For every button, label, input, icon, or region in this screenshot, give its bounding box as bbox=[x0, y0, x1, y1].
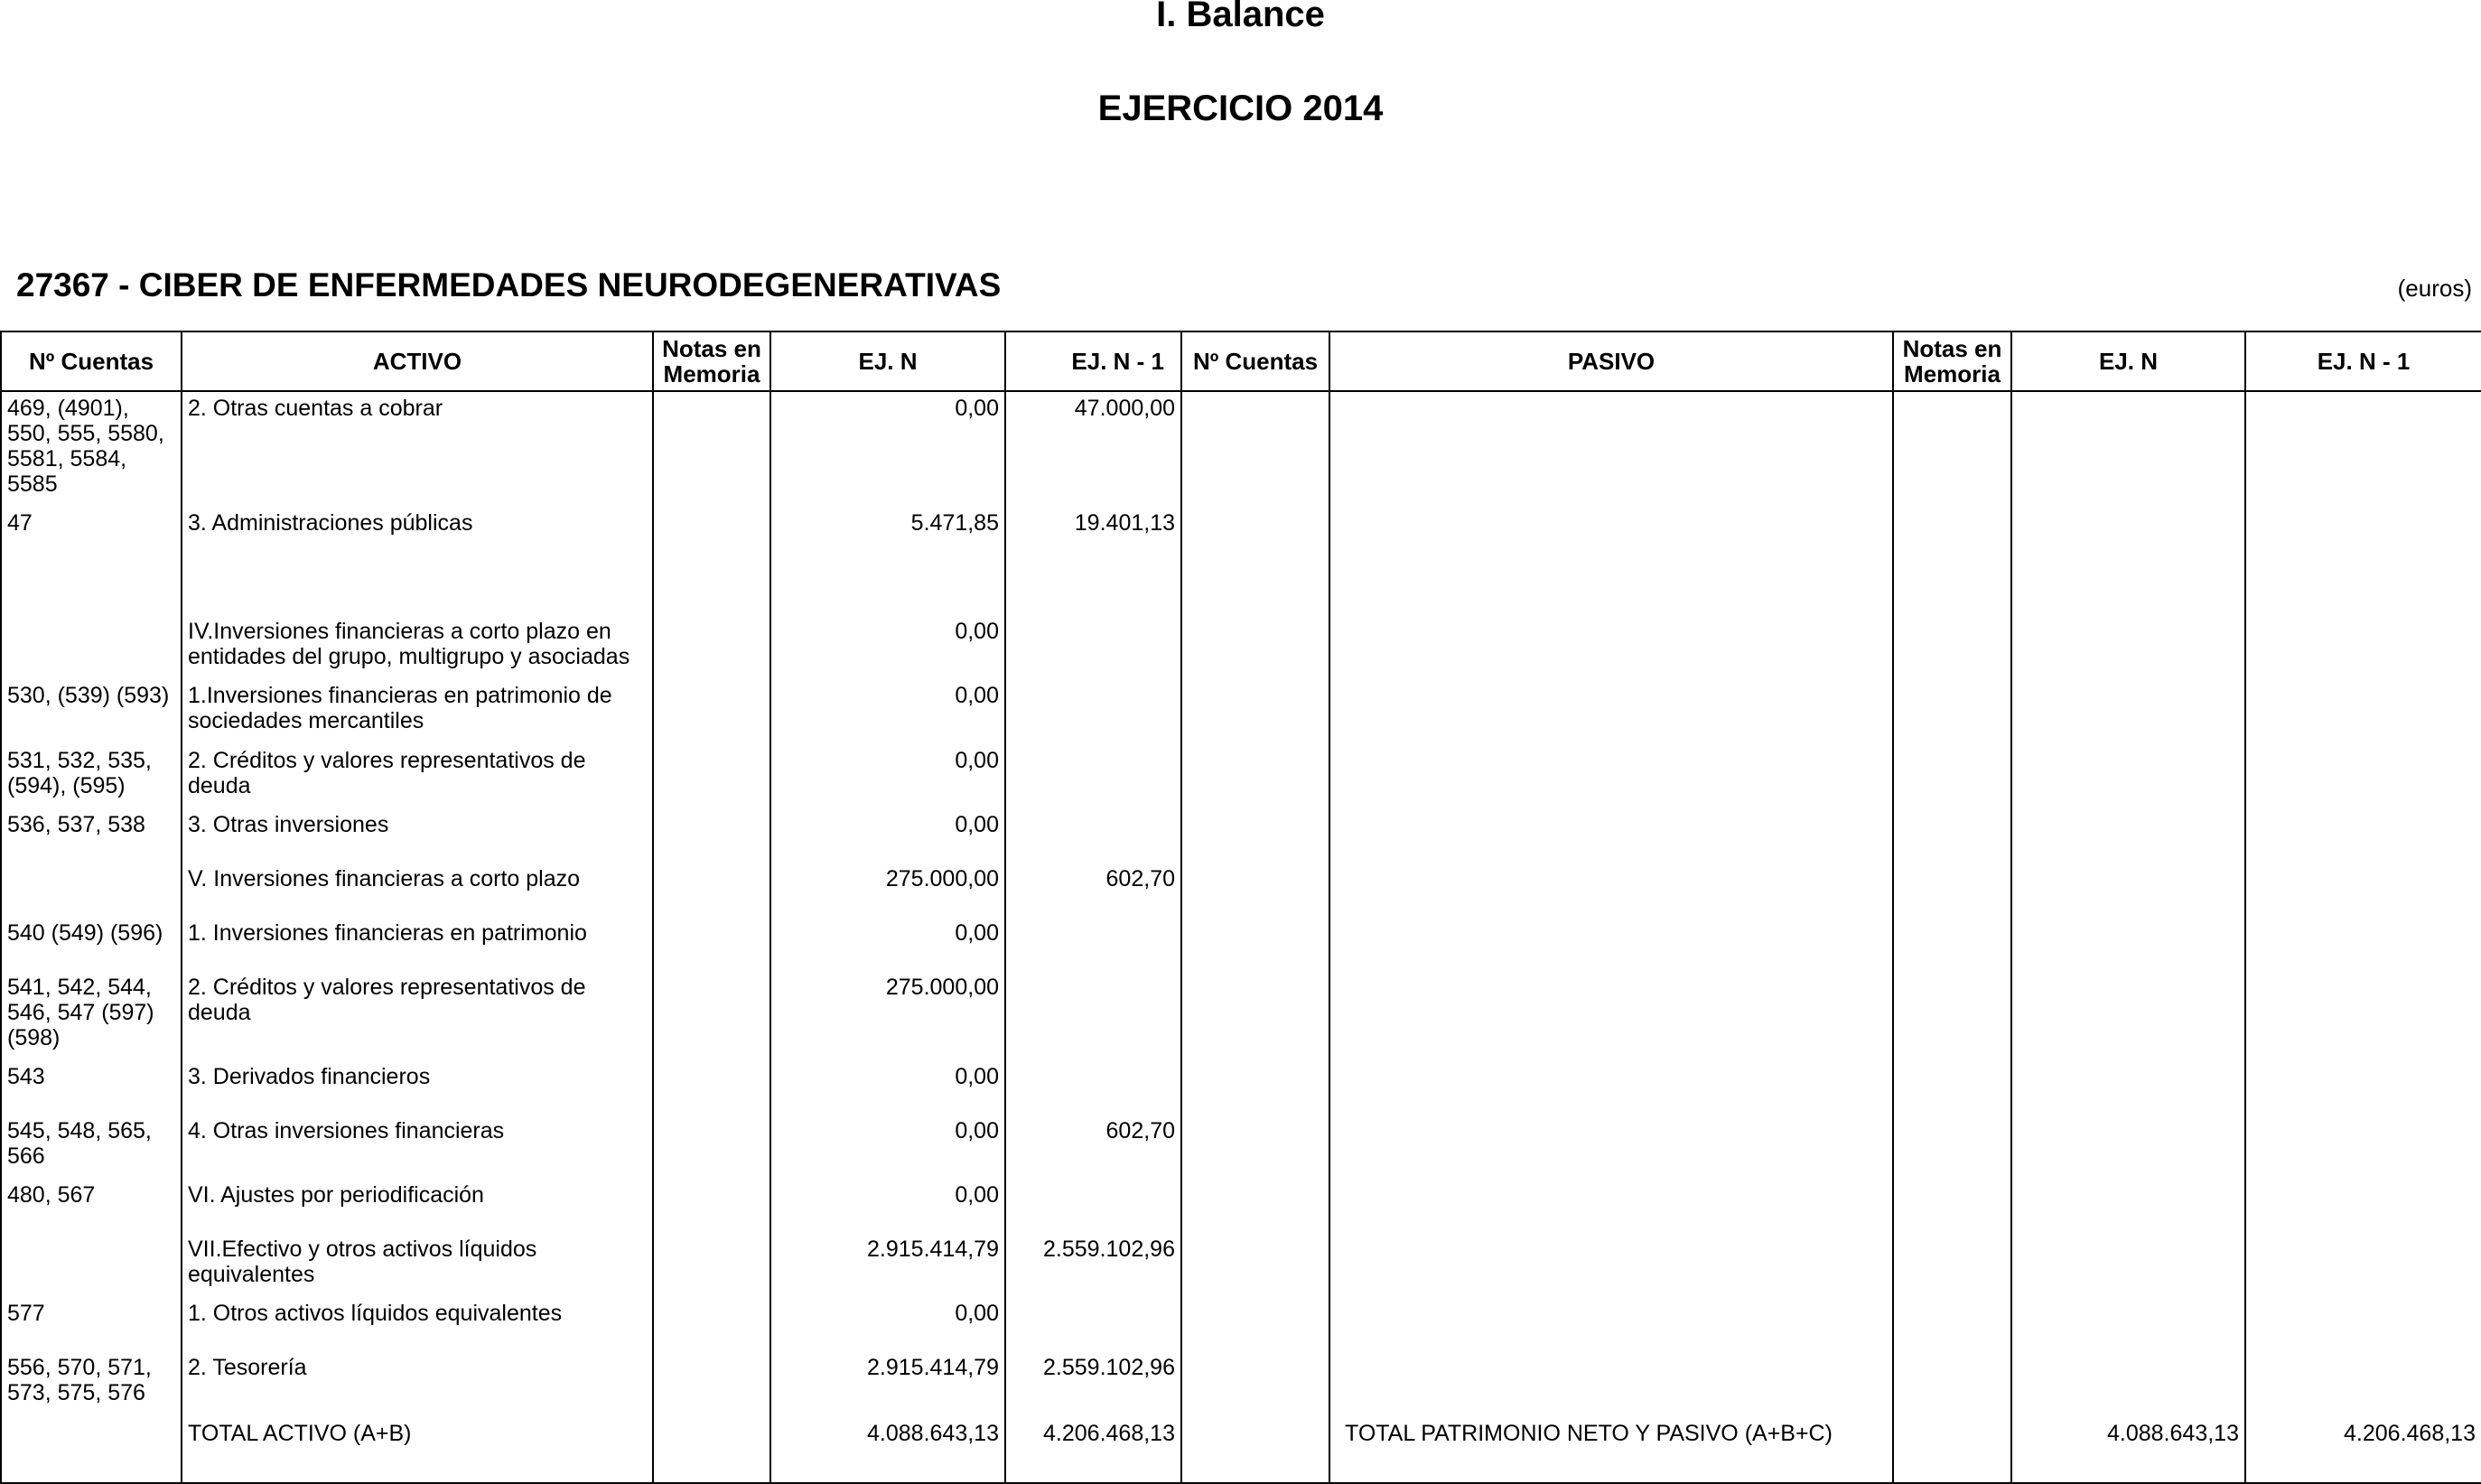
entity-name: 27367 - CIBER DE ENFERMEDADES NEURODEGENERATIVAS bbox=[16, 266, 1002, 303]
total-activo-label: TOTAL ACTIVO (A+B) bbox=[182, 1417, 653, 1483]
cell-ejn: 0,00 bbox=[770, 679, 1005, 744]
cell-ejn1 bbox=[1005, 1179, 1181, 1233]
col-header-cuentas-pasivo: Nº Cuentas bbox=[1181, 331, 1329, 391]
col-header-activo: ACTIVO bbox=[182, 331, 653, 391]
cell-empty bbox=[1181, 971, 1329, 1060]
cell-activo: 2. Créditos y valores representativos de deuda bbox=[182, 971, 653, 1060]
balance-table bbox=[0, 331, 2481, 1484]
cell-activo: VI. Ajustes por periodificación bbox=[182, 1179, 653, 1233]
cell-empty bbox=[2245, 1233, 2481, 1297]
cell-empty bbox=[2245, 917, 2481, 971]
cell-ejn: 2.915.414,79 bbox=[770, 1351, 1005, 1417]
cell-ejn1 bbox=[1005, 917, 1181, 971]
total-activo-ejn1: 4.206.468,13 bbox=[1005, 1417, 1181, 1483]
table-header-row bbox=[1, 331, 2481, 391]
cell-empty bbox=[2011, 1351, 2245, 1417]
cell-notas bbox=[653, 744, 770, 808]
cell-activo: 4. Otras inversiones financieras bbox=[182, 1115, 653, 1179]
cell-empty bbox=[2011, 391, 2245, 507]
cell-notas bbox=[653, 808, 770, 863]
cell-activo: 3. Otras inversiones bbox=[182, 808, 653, 863]
cell-empty bbox=[1893, 1060, 2011, 1115]
cell-empty bbox=[1893, 1115, 2011, 1179]
cell-activo: 2. Tesorería bbox=[182, 1351, 653, 1417]
cell-cuentas: 531, 532, 535, (594), (595) bbox=[1, 744, 182, 808]
table-row bbox=[1, 971, 2481, 1060]
cell-ejn1 bbox=[1005, 1297, 1181, 1351]
cell-ejn: 0,00 bbox=[770, 1115, 1005, 1179]
cell-empty bbox=[2011, 1115, 2245, 1179]
cell-cuentas bbox=[1, 615, 182, 679]
cell-ejn1: 602,70 bbox=[1005, 863, 1181, 917]
cell-ejn1: 2.559.102,96 bbox=[1005, 1233, 1181, 1297]
cell-activo: IV.Inversiones financieras a corto plazo en entidades del grupo, multigrupo y asociadas bbox=[182, 615, 653, 679]
cell-empty bbox=[2245, 744, 2481, 808]
cell-empty bbox=[1181, 1115, 1329, 1179]
cell-ejn: 0,00 bbox=[770, 917, 1005, 971]
cell-empty bbox=[1893, 971, 2011, 1060]
table-row bbox=[1, 1351, 2481, 1417]
cell-empty bbox=[2011, 615, 2245, 679]
cell-empty bbox=[2245, 863, 2481, 917]
cell-cuentas: 469, (4901), 550, 555, 5580, 5581, 5584, 5585 bbox=[1, 391, 182, 507]
cell-notas bbox=[653, 917, 770, 971]
cell-cuentas: 540 (549) (596) bbox=[1, 917, 182, 971]
cell-ejn: 0,00 bbox=[770, 391, 1005, 507]
col-header-pasivo: PASIVO bbox=[1329, 331, 1893, 391]
total-pasivo-ejn: 4.088.643,13 bbox=[2011, 1417, 2245, 1483]
table-row bbox=[1, 917, 2481, 971]
cell-cuentas: 480, 567 bbox=[1, 1179, 182, 1233]
cell-empty bbox=[2011, 679, 2245, 744]
cell-notas bbox=[653, 1179, 770, 1233]
cell-empty bbox=[2245, 1179, 2481, 1233]
cell-ejn1 bbox=[1005, 1060, 1181, 1115]
cell-notas bbox=[653, 971, 770, 1060]
cell-activo: 3. Administraciones públicas bbox=[182, 507, 653, 615]
cell-empty bbox=[1893, 863, 2011, 917]
cell-empty bbox=[1181, 1233, 1329, 1297]
cell-ejn1 bbox=[1005, 744, 1181, 808]
cell-cuentas: 545, 548, 565, 566 bbox=[1, 1115, 182, 1179]
cell-empty bbox=[1893, 1297, 2011, 1351]
cell-empty bbox=[1181, 615, 1329, 679]
cell-empty bbox=[1329, 507, 1893, 615]
table-row bbox=[1, 615, 2481, 679]
cell-activo: 2. Créditos y valores representativos de deuda bbox=[182, 744, 653, 808]
cell-empty bbox=[2245, 1115, 2481, 1179]
cell-empty bbox=[1181, 744, 1329, 808]
col-header-ejn1: EJ. N - 1 bbox=[1005, 331, 1181, 391]
cell-empty bbox=[1893, 679, 2011, 744]
cell-empty bbox=[1181, 863, 1329, 917]
cell-empty bbox=[1329, 1060, 1893, 1115]
cell-ejn: 275.000,00 bbox=[770, 971, 1005, 1060]
cell-notas bbox=[653, 1115, 770, 1179]
cell-empty bbox=[1181, 507, 1329, 615]
cell-ejn1 bbox=[1005, 971, 1181, 1060]
cell-empty bbox=[1, 1417, 182, 1483]
cell-ejn: 2.915.414,79 bbox=[770, 1233, 1005, 1297]
cell-empty bbox=[1893, 1179, 2011, 1233]
cell-ejn1 bbox=[1005, 615, 1181, 679]
cell-activo: VII.Efectivo y otros activos líquidos equivalentes bbox=[182, 1233, 653, 1297]
cell-ejn1: 47.000,00 bbox=[1005, 391, 1181, 507]
table-row bbox=[1, 1233, 2481, 1297]
cell-empty bbox=[2011, 1233, 2245, 1297]
cell-empty bbox=[1181, 917, 1329, 971]
cell-empty bbox=[1329, 1179, 1893, 1233]
total-activo-ejn: 4.088.643,13 bbox=[770, 1417, 1005, 1483]
report-subtitle: EJERCICIO 2014 bbox=[1097, 89, 1384, 128]
cell-ejn1: 602,70 bbox=[1005, 1115, 1181, 1179]
cell-ejn: 0,00 bbox=[770, 615, 1005, 679]
cell-empty bbox=[2011, 971, 2245, 1060]
table-row bbox=[1, 863, 2481, 917]
cell-empty bbox=[2011, 744, 2245, 808]
cell-notas bbox=[653, 1297, 770, 1351]
cell-notas bbox=[653, 391, 770, 507]
cell-empty bbox=[1893, 507, 2011, 615]
col-header-ejn1-pasivo: EJ. N - 1 bbox=[2245, 331, 2481, 391]
cell-activo: 3. Derivados financieros bbox=[182, 1060, 653, 1115]
cell-cuentas: 530, (539) (593) bbox=[1, 679, 182, 744]
cell-empty bbox=[1329, 615, 1893, 679]
report-title: I. Balance bbox=[1156, 0, 1325, 34]
cell-empty bbox=[1329, 917, 1893, 971]
cell-empty bbox=[1329, 971, 1893, 1060]
cell-notas bbox=[653, 615, 770, 679]
cell-empty bbox=[2245, 679, 2481, 744]
col-header-notas-pasivo: Notas en Memoria bbox=[1893, 331, 2011, 391]
cell-activo: 2. Otras cuentas a cobrar bbox=[182, 391, 653, 507]
cell-ejn: 0,00 bbox=[770, 1060, 1005, 1115]
cell-ejn: 0,00 bbox=[770, 744, 1005, 808]
cell-empty bbox=[1893, 1417, 2011, 1483]
cell-cuentas: 556, 570, 571, 573, 575, 576 bbox=[1, 1351, 182, 1417]
cell-empty bbox=[2245, 507, 2481, 615]
cell-empty bbox=[1893, 1233, 2011, 1297]
table-row bbox=[1, 1115, 2481, 1179]
cell-empty bbox=[1181, 1060, 1329, 1115]
cell-ejn: 0,00 bbox=[770, 1297, 1005, 1351]
cell-cuentas: 577 bbox=[1, 1297, 182, 1351]
cell-empty bbox=[2245, 971, 2481, 1060]
cell-empty bbox=[1893, 615, 2011, 679]
total-pasivo-label: TOTAL PATRIMONIO NETO Y PASIVO (A+B+C) bbox=[1329, 1417, 1893, 1483]
balance-table-container bbox=[0, 331, 2481, 1484]
cell-empty bbox=[1329, 1351, 1893, 1417]
cell-empty bbox=[1329, 808, 1893, 863]
cell-empty bbox=[1893, 1351, 2011, 1417]
cell-empty bbox=[2011, 1179, 2245, 1233]
cell-empty bbox=[2011, 917, 2245, 971]
cell-cuentas bbox=[1, 863, 182, 917]
cell-ejn1 bbox=[1005, 679, 1181, 744]
cell-empty bbox=[1181, 1179, 1329, 1233]
total-pasivo-ejn1: 4.206.468,13 bbox=[2245, 1417, 2481, 1483]
table-row bbox=[1, 808, 2481, 863]
cell-empty bbox=[1181, 1417, 1329, 1483]
cell-activo: 1. Inversiones financieras en patrimonio bbox=[182, 917, 653, 971]
cell-cuentas: 543 bbox=[1, 1060, 182, 1115]
table-row bbox=[1, 679, 2481, 744]
cell-empty bbox=[1181, 679, 1329, 744]
cell-ejn: 0,00 bbox=[770, 1179, 1005, 1233]
cell-empty bbox=[2011, 863, 2245, 917]
cell-ejn1: 2.559.102,96 bbox=[1005, 1351, 1181, 1417]
table-row bbox=[1, 744, 2481, 808]
col-header-ejn: EJ. N bbox=[770, 331, 1005, 391]
cell-empty bbox=[1329, 1115, 1893, 1179]
col-header-ejn-pasivo: EJ. N bbox=[2011, 331, 2245, 391]
cell-notas bbox=[653, 1060, 770, 1115]
cell-empty bbox=[2245, 1351, 2481, 1417]
cell-empty bbox=[1181, 1351, 1329, 1417]
cell-cuentas: 47 bbox=[1, 507, 182, 615]
cell-empty bbox=[1329, 1233, 1893, 1297]
cell-empty bbox=[1181, 1297, 1329, 1351]
cell-empty bbox=[2245, 391, 2481, 507]
cell-empty bbox=[1181, 808, 1329, 863]
cell-empty bbox=[1329, 863, 1893, 917]
cell-empty bbox=[1329, 744, 1893, 808]
cell-empty bbox=[2245, 1297, 2481, 1351]
cell-ejn: 5.471,85 bbox=[770, 507, 1005, 615]
cell-ejn: 0,00 bbox=[770, 808, 1005, 863]
cell-cuentas: 541, 542, 544, 546, 547 (597) (598) bbox=[1, 971, 182, 1060]
cell-empty bbox=[1893, 917, 2011, 971]
cell-activo: 1.Inversiones financieras en patrimonio de sociedades mercantiles bbox=[182, 679, 653, 744]
cell-cuentas bbox=[1, 1233, 182, 1297]
cell-empty bbox=[2011, 507, 2245, 615]
col-header-notas: Notas en Memoria bbox=[653, 331, 770, 391]
table-row bbox=[1, 1060, 2481, 1115]
cell-empty bbox=[1329, 1297, 1893, 1351]
cell-cuentas: 536, 537, 538 bbox=[1, 808, 182, 863]
cell-empty bbox=[1893, 808, 2011, 863]
cell-ejn1 bbox=[1005, 808, 1181, 863]
cell-empty bbox=[1329, 679, 1893, 744]
currency-units: (euros) bbox=[2397, 275, 2472, 302]
cell-empty bbox=[2011, 808, 2245, 863]
table-row bbox=[1, 507, 2481, 615]
table-row bbox=[1, 391, 2481, 507]
totals-row bbox=[1, 1417, 2481, 1483]
cell-ejn: 275.000,00 bbox=[770, 863, 1005, 917]
cell-empty bbox=[2011, 1297, 2245, 1351]
cell-empty bbox=[2245, 615, 2481, 679]
cell-empty bbox=[2245, 808, 2481, 863]
cell-notas bbox=[653, 863, 770, 917]
cell-empty bbox=[2011, 1060, 2245, 1115]
cell-notas bbox=[653, 679, 770, 744]
cell-notas bbox=[653, 1233, 770, 1297]
table-row bbox=[1, 1297, 2481, 1351]
cell-activo: V. Inversiones financieras a corto plazo bbox=[182, 863, 653, 917]
cell-activo: 1. Otros activos líquidos equivalentes bbox=[182, 1297, 653, 1351]
cell-notas bbox=[653, 1351, 770, 1417]
table-row bbox=[1, 1179, 2481, 1233]
cell-ejn1: 19.401,13 bbox=[1005, 507, 1181, 615]
cell-empty bbox=[1893, 391, 2011, 507]
col-header-cuentas: Nº Cuentas bbox=[1, 331, 182, 391]
cell-empty bbox=[1329, 391, 1893, 507]
cell-empty bbox=[1181, 391, 1329, 507]
cell-empty bbox=[2245, 1060, 2481, 1115]
cell-empty bbox=[653, 1417, 770, 1483]
cell-empty bbox=[1893, 744, 2011, 808]
cell-notas bbox=[653, 507, 770, 615]
